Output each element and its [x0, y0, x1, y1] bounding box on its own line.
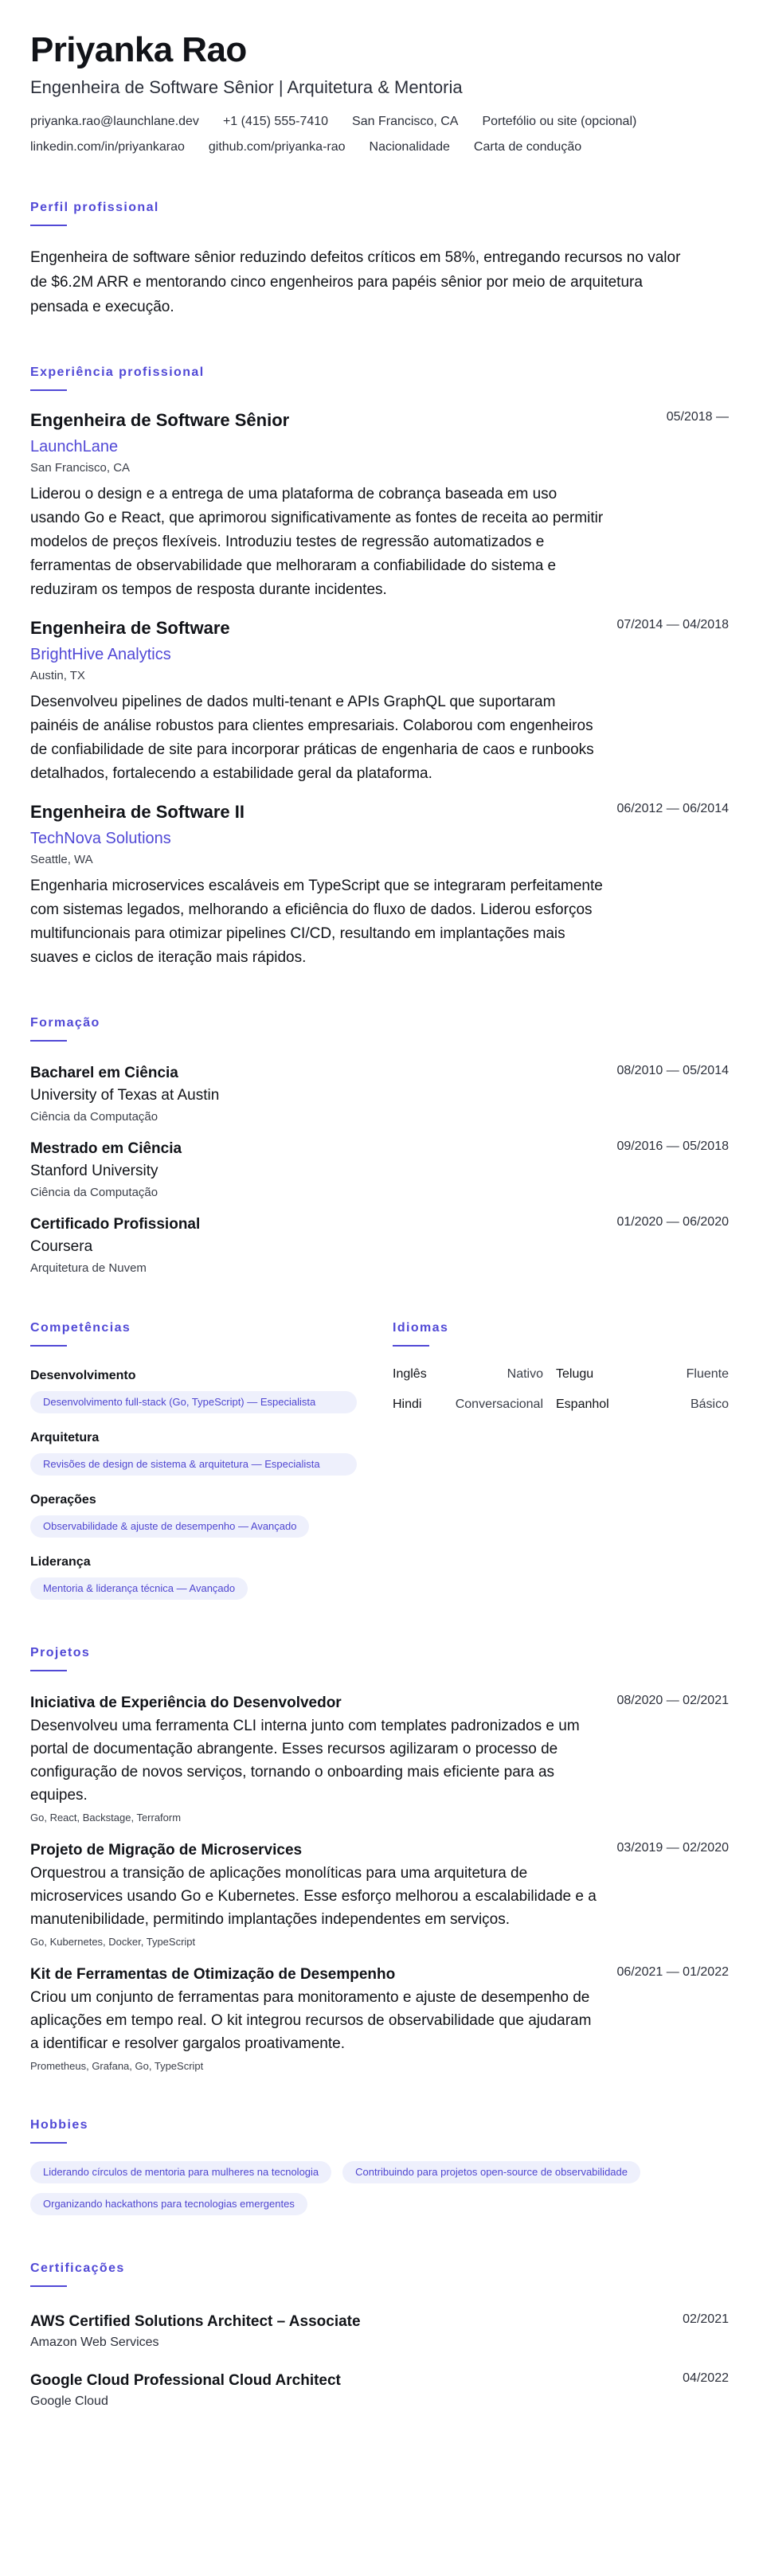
- language-item: [556, 1397, 729, 1412]
- skill-chip: Observabilidade & ajuste de desempenho — Avançado: [30, 1515, 309, 1538]
- project-name: Kit de Ferramentas de Otimização de Desempenho: [30, 1966, 396, 1983]
- project-description: Criou um conjunto de ferramentas para monitoramento e ajuste de desempenho de aplicações em tempo real. O kit integrou recursos de observabilidade que ajudaram a identificar e resolver gargalos proativamente.: [30, 1989, 592, 2052]
- contact-driving-licence: Carta de condução: [473, 140, 582, 154]
- project-tech-stack: Go, React, Backstage, Terraform: [30, 1812, 182, 1824]
- section-title: Idiomas: [393, 1321, 449, 1335]
- section-divider: [30, 1040, 67, 1042]
- field-of-study: Ciência da Computação: [30, 1110, 158, 1124]
- job-dates: 07/2014 — 04/2018: [616, 618, 729, 631]
- project-dates: 06/2021 — 01/2022: [616, 1965, 729, 1979]
- skill-category: Operações: [30, 1493, 96, 1507]
- candidate-name: Priyanka Rao: [30, 30, 247, 69]
- section-divider: [30, 225, 67, 226]
- language-item: [393, 1367, 556, 1382]
- degree-name: Certificado Profissional: [30, 1216, 201, 1233]
- language-list: [393, 1367, 729, 1412]
- contact-list: [30, 115, 683, 154]
- job-description: Engenharia microservices escaláveis em TypeScript que se integraram perfeitamente com sistemas legados, melhorando a eficiência do fluxo de dados. Liderou esforços multifuncionais para otimizar pipelines CI/CD, resultando em implantações mais suaves e ciclos de iteração mais rápidos.: [30, 878, 603, 966]
- section-divider: [30, 2142, 67, 2144]
- section-divider: [393, 1345, 429, 1347]
- project-list: [30, 1692, 729, 2072]
- project-item: [30, 1839, 729, 1948]
- section-title: Formação: [30, 1016, 100, 1030]
- skills-languages-row: [30, 1321, 729, 1600]
- hobbies-section: [30, 2118, 729, 2215]
- section-title: Hobbies: [30, 2118, 88, 2132]
- project-name: Iniciativa de Experiência do Desenvolvedor: [30, 1695, 342, 1711]
- experience-item: [30, 408, 729, 602]
- company-name: TechNova Solutions: [30, 830, 171, 847]
- skill-group: [30, 1493, 393, 1538]
- language-item: [393, 1397, 556, 1412]
- section-title: Perfil profissional: [30, 201, 159, 214]
- hobby-chip: Liderando círculos de mentoria para mulheres na tecnologia: [30, 2161, 331, 2183]
- skill-group: [30, 1431, 393, 1476]
- hobby-list: [30, 2161, 731, 2215]
- project-dates: 08/2020 — 02/2021: [616, 1694, 729, 1707]
- section-divider: [30, 1670, 67, 1671]
- resume-header: [30, 30, 729, 154]
- section-divider: [30, 2285, 67, 2287]
- candidate-headline: Engenheira de Software Sênior | Arquitetura & Mentoria: [30, 77, 463, 97]
- certification-name: Google Cloud Professional Cloud Architect: [30, 2372, 341, 2389]
- certification-item: [30, 2311, 729, 2352]
- skill-category: Desenvolvimento: [30, 1369, 136, 1382]
- company-name: BrightHive Analytics: [30, 646, 171, 663]
- project-description: Orquestrou a transição de aplicações monolíticas para uma arquitetura de microservices usando Go e Kubernetes. Esse esforço melhorou a escalabilidade e a manutenibilidade, permitindo implantações independentes em serviços.: [30, 1865, 597, 1928]
- field-of-study: Arquitetura de Nuvem: [30, 1261, 147, 1275]
- language-item: [556, 1367, 729, 1382]
- education-item: [30, 1138, 729, 1199]
- skill-chip: Revisões de design de sistema & arquitetura — Especialista: [30, 1453, 357, 1476]
- languages-section: [393, 1321, 729, 1600]
- experience-list: [30, 408, 729, 970]
- job-dates: 05/2018 —: [666, 410, 729, 424]
- language-name: Telugu: [556, 1367, 594, 1381]
- certification-issuer: Google Cloud: [30, 2394, 108, 2408]
- education-dates: 09/2016 — 05/2018: [616, 1139, 729, 1153]
- language-name: Hindi: [393, 1397, 422, 1411]
- hobby-chip: Contribuindo para projetos open-source de observabilidade: [342, 2161, 640, 2183]
- experience-item: [30, 616, 729, 786]
- education-item: [30, 1214, 729, 1275]
- education-section: [30, 1016, 729, 1275]
- experience-item: [30, 800, 729, 970]
- hobby-chip: Organizando hackathons para tecnologias emergentes: [30, 2193, 307, 2215]
- language-level: Nativo: [507, 1367, 543, 1381]
- education-dates: 01/2020 — 06/2020: [616, 1215, 729, 1229]
- contact-linkedin[interactable]: linkedin.com/in/priyankarao: [30, 140, 185, 154]
- company-name: LaunchLane: [30, 438, 119, 455]
- section-title: Experiência profissional: [30, 365, 205, 379]
- degree-name: Bacharel em Ciência: [30, 1065, 178, 1081]
- job-title: Engenheira de Software Sênior: [30, 410, 290, 430]
- degree-name: Mestrado em Ciência: [30, 1140, 182, 1157]
- skill-group: [30, 1369, 393, 1413]
- section-divider: [30, 389, 67, 391]
- certification-item: [30, 2370, 729, 2411]
- skill-category: Liderança: [30, 1555, 91, 1569]
- section-title: Projetos: [30, 1646, 91, 1659]
- contact-email[interactable]: priyanka.rao@launchlane.dev: [30, 115, 199, 128]
- contact-portfolio[interactable]: Portefólio ou site (opcional): [482, 115, 637, 128]
- education-item: [30, 1062, 729, 1124]
- job-title: Engenheira de Software: [30, 618, 230, 638]
- skills-section: [30, 1321, 393, 1600]
- section-title: Competências: [30, 1321, 131, 1335]
- certification-list: [30, 2311, 729, 2411]
- language-level: Fluente: [686, 1367, 729, 1381]
- projects-section: [30, 1646, 729, 2072]
- education-list: [30, 1062, 729, 1275]
- contact-github[interactable]: github.com/priyanka-rao: [208, 140, 346, 154]
- project-item: [30, 1692, 729, 1824]
- project-description: Desenvolveu uma ferramenta CLI interna junto com templates padronizados e um portal de documentação abrangente. Esses recursos agilizaram o processo de configuração de novos serviços, tornando o onboarding mais eficiente para as equipes.: [30, 1718, 580, 1804]
- project-item: [30, 1964, 729, 2072]
- profile-section: [30, 201, 729, 319]
- project-name: Projeto de Migração de Microservices: [30, 1842, 303, 1859]
- project-dates: 03/2019 — 02/2020: [616, 1841, 729, 1855]
- school-name: Stanford University: [30, 1163, 158, 1179]
- certifications-section: [30, 2261, 729, 2411]
- school-name: University of Texas at Austin: [30, 1087, 220, 1104]
- profile-summary: Engenheira de software sênior reduzindo defeitos críticos em 58%, entregando recursos no valor de $6.2M ARR e mentorando cinco engenheiros para papéis sênior por meio de arquitetura pensada e execução.: [30, 249, 681, 315]
- language-level: Conversacional: [455, 1397, 543, 1411]
- job-title: Engenheira de Software II: [30, 802, 245, 822]
- contact-location: San Francisco, CA: [352, 115, 459, 128]
- skill-group: [30, 1555, 393, 1600]
- project-tech-stack: Go, Kubernetes, Docker, TypeScript: [30, 1936, 196, 1948]
- language-name: Espanhol: [556, 1397, 609, 1411]
- language-level: Básico: [690, 1397, 729, 1411]
- skill-chip: Mentoria & liderança técnica — Avançado: [30, 1577, 248, 1600]
- section-title: Certificações: [30, 2261, 125, 2275]
- certification-issuer: Amazon Web Services: [30, 2336, 159, 2349]
- job-location: San Francisco, CA: [30, 461, 131, 475]
- job-dates: 06/2012 — 06/2014: [616, 802, 729, 815]
- section-divider: [30, 1345, 67, 1347]
- education-dates: 08/2010 — 05/2014: [616, 1064, 729, 1077]
- skill-category: Arquitetura: [30, 1431, 100, 1444]
- job-location: Seattle, WA: [30, 853, 93, 866]
- job-location: Austin, TX: [30, 669, 85, 682]
- job-description: Liderou o design e a entrega de uma plataforma de cobrança baseada em uso usando Go e React, que aprimorou significativamente as fontes de receita ao permitir modelos de preços flexíveis. Introduziu testes de regressão automatizados e ferramentas de observabilidade que melhoraram a confiabilidade do sistema e reduziram os tempos de resposta durante incidentes.: [30, 486, 604, 598]
- certification-date: 02/2021: [683, 2312, 729, 2326]
- experience-section: [30, 365, 729, 970]
- contact-nationality: Nacionalidade: [369, 140, 450, 154]
- skill-chip: Desenvolvimento full-stack (Go, TypeScript) — Especialista: [30, 1391, 357, 1413]
- project-tech-stack: Prometheus, Grafana, Go, TypeScript: [30, 2060, 204, 2072]
- certification-date: 04/2022: [683, 2371, 729, 2385]
- contact-phone[interactable]: +1 (415) 555-7410: [222, 115, 329, 128]
- certification-name: AWS Certified Solutions Architect – Associate: [30, 2313, 361, 2330]
- job-description: Desenvolveu pipelines de dados multi-tenant e APIs GraphQL que suportaram painéis de análise robustos para clientes empresariais. Colaborou com engenheiros de confiabilidade de site para incorporar práticas de engenharia de caos e runbooks detalhados, fortalecendo a estabilidade geral da plataforma.: [30, 694, 594, 782]
- field-of-study: Ciência da Computação: [30, 1186, 158, 1199]
- language-name: Inglês: [393, 1367, 427, 1381]
- school-name: Coursera: [30, 1238, 93, 1255]
- skill-groups: [30, 1369, 393, 1600]
